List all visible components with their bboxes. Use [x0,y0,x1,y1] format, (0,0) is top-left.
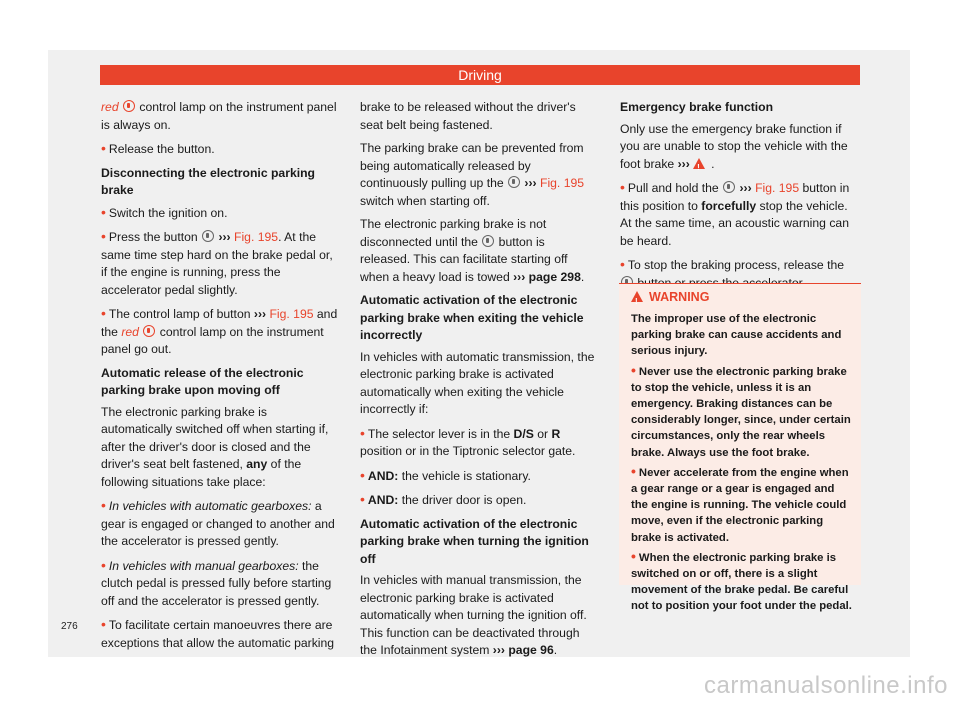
parking-brake-icon [202,230,214,242]
text: The selector lever is in the [367,426,514,441]
watermark: carmanualsonline.info [704,672,948,699]
warning-triangle-icon [693,158,705,169]
text: Pull and hold the [627,181,723,195]
bold-word: AND: [367,468,399,483]
text: To stop the braking process, release the [627,258,845,272]
warning-list-item [631,362,853,461]
text: control lamp on the instrument panel is always on. [101,100,337,132]
paragraph [101,404,339,492]
section-header: Driving [100,65,860,85]
arrow: ››› [218,230,231,244]
bullet-icon: • [101,203,106,220]
italic-text: In vehicles with manual gearboxes: [108,558,299,573]
text: . [553,643,558,657]
warning-triangle-icon [631,291,643,302]
list-item [360,491,598,510]
parking-brake-icon [482,235,494,247]
subheading: Automatic release of the electronic parking brake upon moving off [101,365,304,397]
bold-word: AND: [367,493,399,507]
text: switch when starting off. [360,193,490,208]
paragraph [360,140,598,210]
warning-body [631,311,853,615]
list-item [101,140,339,159]
red-word: red [101,100,119,114]
figure-link[interactable]: Fig. 195 [540,176,585,190]
italic-text: In vehicles with automatic gearboxes: [108,499,312,513]
figure-link[interactable]: Fig. 195 [269,307,314,321]
bullet-icon: • [101,140,106,156]
bullet-icon: • [101,305,106,321]
list-item [101,616,339,652]
text: button in this position to [620,181,850,213]
bullet-icon: • [620,256,625,272]
bullet-icon: • [620,179,625,195]
subheading: Automatic activation of the electronic parking brake when turning the ignition off [360,516,589,566]
text: button is released. This can facilitate starting off when a heavy load is towed [360,234,568,284]
paragraph [360,572,598,660]
list-item [101,305,339,359]
text: The electronic parking brake is automatically switched off when starting if, after the driver's door is closed and the driver's seat belt fastened, [101,404,329,471]
list-item [101,228,339,299]
bullet-icon: • [360,491,365,507]
list-item [101,204,339,223]
arrow: ››› [524,176,537,190]
text: a gear is engaged or changed to another and the accelerator is pressed gently. [101,499,335,548]
warning-list-item [631,548,853,615]
bullet-icon: • [101,556,106,573]
text: To facilitate certain manoeuvres there are exceptions that allow the automatic parking [101,618,335,650]
figure-link[interactable]: Fig. 195 [234,230,279,244]
list-item [620,179,858,250]
column-1 [101,99,339,658]
text: In vehicles with manual transmission, the electronic parking brake is activated automatically when turning the ignition off. This function can be deactivated through the Infotainment system [360,573,587,657]
page-number: 276 [61,621,78,632]
arrow: ››› [739,181,752,195]
warning-title [631,287,861,307]
warning-title-text: WARNING [649,290,710,304]
bullet-icon: • [631,547,636,564]
bullet-icon: • [101,228,106,244]
text: . [711,156,715,171]
text: Switch the ignition on. [108,205,228,220]
page-link[interactable]: ››› page 96 [492,643,554,657]
text: position or in the Tiptronic selector gate. [360,444,576,458]
bullet-icon: • [101,497,106,513]
paragraph: In vehicles with automatic transmission, the electronic parking brake is activated automatically when exiting the vehicle incorrectly if: [360,349,595,416]
text: . [580,269,585,284]
parking-brake-icon [723,181,735,193]
column-3 [620,99,858,298]
bold-word: R [551,426,561,441]
text: the vehicle is stationary. [398,468,531,483]
bullet-icon: • [101,616,106,632]
text: Never use the electronic parking brake to stop the vehicle, unless it is an emergency. Braking distances can be considerably longer, since, under certain circumstances, only the rear wheels brake. Always use the foot brake. [631,365,851,459]
parking-brake-icon [123,100,135,112]
text: or [533,426,552,441]
arrow: ››› [253,307,267,321]
text: Release the button. [108,142,215,156]
bullet-icon: • [631,361,636,378]
text: the driver door is open. [398,493,527,507]
text: control lamp on the instrument panel go out. [101,324,324,356]
page-link[interactable]: ››› page 298 [513,269,581,284]
paragraph: brake to be released without the driver's seat belt being fastened. [360,100,576,132]
list-item [360,467,598,486]
paragraph [360,216,598,286]
bold-word: D/S [513,426,534,441]
text: of the following situations take place: [101,457,302,489]
bullet-icon: • [360,466,365,483]
text: Only use the emergency brake function if you are unable to stop the vehicle with the foot brake [620,121,848,171]
bold-word: forcefully [701,198,757,213]
list-item [101,557,339,611]
list-item [101,497,339,551]
arrow: ››› [677,156,690,171]
warning-paragraph: The improper use of the electronic parking brake can cause accidents and serious injury. [631,313,842,358]
warning-box [619,283,861,613]
text: the clutch pedal is pressed fully before starting off and the accelerator is pressed gently. [101,558,332,608]
text: Press the button [108,230,202,244]
bullet-icon: • [631,462,636,479]
red-word: red [121,324,139,339]
text: . At the same time step hard on the brake pedal or, if the engine is running, press the accelerator pedal slightly. [101,230,333,297]
subheading: Emergency brake function [620,100,774,114]
bold-word: any [246,457,268,471]
warning-list-item [631,463,853,546]
parking-brake-icon [508,176,520,188]
text: The parking brake can be prevented from being automatically released by continuously pulling up the [360,141,584,190]
text: stop the vehicle. At the same time, an acoustic warning can be heard. [620,198,849,248]
figure-link[interactable]: Fig. 195 [755,181,800,195]
subheading: Disconnecting the electronic parking brake [101,165,316,197]
text: The control lamp of button [108,307,254,321]
text: and the [101,307,338,339]
paragraph [620,121,858,174]
bullet-icon: • [360,424,365,441]
text: When the electronic parking brake is switched on or off, there is a slight movement of the brake pedal. Be careful not to position your foot under the pedal. [631,551,852,613]
text: Never accelerate from the engine when a gear range or a gear is engaged and the engine is running. The vehicle could move, even if the electronic parking brake is activated. [631,466,849,544]
parking-brake-icon [143,325,155,337]
text: The electronic parking brake is not disconnected until the [360,217,547,249]
list-item [360,425,598,461]
subheading: Automatic activation of the electronic parking brake when exiting the vehicle incorrectly [360,293,584,342]
column-2 [360,99,598,666]
paragraph [101,99,339,134]
